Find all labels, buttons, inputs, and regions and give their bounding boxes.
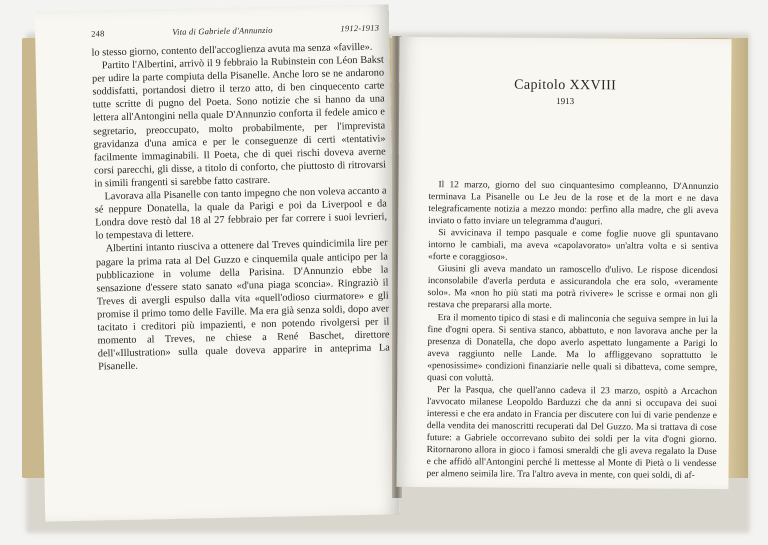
chapter-heading	[399, 77, 731, 107]
paragraph: Giusini gli aveva mandato un ramoscello d'ulivo. Le rispose dicendosi inconsolabile d'averla perduta e assicurandola che era solo, «veramente solo». Ma «non ho più stati ma potrà rivivere» le scrisse e ormai non gli restava che prepararsi alla morte.	[427, 264, 718, 312]
paragraph: Il 12 marzo, giorno del suo cinquantesimo compleanno, D'Annunzio terminava La Pisanelle ou Le Jeu de la rose et de la mort e ne dava telegraficamente notizia a mezzo mondo: perfino alla madre, che gli aveva inviato o fatto inviare un telegramma d'auguri.	[428, 180, 719, 228]
paragraph: lo stesso giorno, contento dell'accoglienza avuta ma senza «faville».	[91, 41, 373, 59]
paragraph: Era il momento tipico di stasi e di malinconia che seguiva sempre in lui la fine d'ogni opera. Si sentiva stanco, abbattuto, e non lavorava anche per la presenza di Donatella, che dopo averlo aspettato lungamente a Parigi lo aveva raggiunto nelle Lande. Ma lo affliggevano soprattutto le «penosissime» condizioni finanziarie nelle quali si dibatteva, come sempre, quasi con voluttà.	[427, 312, 718, 384]
right-page	[396, 37, 731, 489]
paragraph: Lavorava alla Pisanelle con tanto impegno che non voleva accanto a sé neppure Donatella, la quale da Parigi e poi da Liverpool e da Londra dove restò dal 18 al 27 febbraio per far correre i suoi levrieri, lo tempestava di lettere.	[94, 185, 388, 242]
paragraph: Partito l'Albertini, arrivò il 9 febbraio la Rubinstein con Léon Bakst per udire la parte compiuta della Pisanelle. Anche loro se ne andarono soddisfatti, portandosi dietro il terzo atto, di ben cinquecento carte tutte scritte di pugno del Poeta. Sono notizie che si hanno da una lettera all'Antongini nella quale D'Annunzio conforta il fedele amico e segretario, preoccupato, molto probabilmente, per l'imprevista gravidanza d'una amica e per le conseguenze di certi «tentativi» facilmente immaginabili. Il Poeta, che di quei rischi doveva averne corsi parecchi, gli disse, a titolo di conforto, che piuttosto di ritrovarsi in simili frangenti si sarebbe fatto castrare.	[92, 54, 387, 190]
paragraph: Si avvicinava il tempo pasquale e come foglie nuove gli spuntavano intorno le cambiali, ma aveva «capolavorato» un'altra volta e si sentiva «forte e coraggioso».	[428, 228, 719, 263]
chapter-year: 1913	[556, 95, 575, 107]
paragraph: Per la Pasqua, che quell'anno cadeva il 23 marzo, ospitò a Arcachon l'avvocato milanese Leopoldo Barduzzi che da anni si occupava dei suoi interessi e che era andato in Francia per discutere con lui di varie pendenze e della vendita dei manoscritti recuperati dal Del Guzzo. Ma si trattava di cose future: a Gabriele occorrevano subito dei soldi per la vita d'ogni giorno. Ritornarono allora in gioco i famosi smeraldi che gli aveva regalato la Duse e che affidò all'Antongini perché li mettesse al Monte di Pietà o li vendesse per almeno seimila lire. Tra l'altro aveva in mente, con quei soldi, di af-	[426, 384, 718, 482]
page-number: 248	[91, 28, 105, 39]
left-page	[35, 4, 400, 521]
left-page-text	[91, 40, 390, 373]
running-years: 1912-1913	[340, 22, 380, 34]
paragraph: Albertini intanto riusciva a ottenere dal Treves quindicimila lire per pagare la prima rata al Del Guzzo e cinquemila quale anticipo per la pubblicazione in volume della Parisina. D'Annunzio ebbe la sensazione d'essere stato sanato «d'una piaga sconcia». Ringraziò il Treves di avergli espulso dalla vita «quell'odioso ciurmatore» e gli promise il primo tomo delle Faville. Ma era già senza soldi, dopo aver tacitato i creditori più impazienti, e non potendo rivolgersi per il momento al Treves, ne chiese a René Baschet, direttore dell'«Illustration» sulla quale doveva apparire in anteprima La Pisanelle.	[95, 237, 390, 373]
running-head	[91, 23, 379, 39]
running-title: Vita di Gabriele d'Annunzio	[172, 24, 273, 37]
chapter-title: Capitolo XXVIII	[514, 77, 617, 94]
right-page-text	[426, 179, 718, 482]
